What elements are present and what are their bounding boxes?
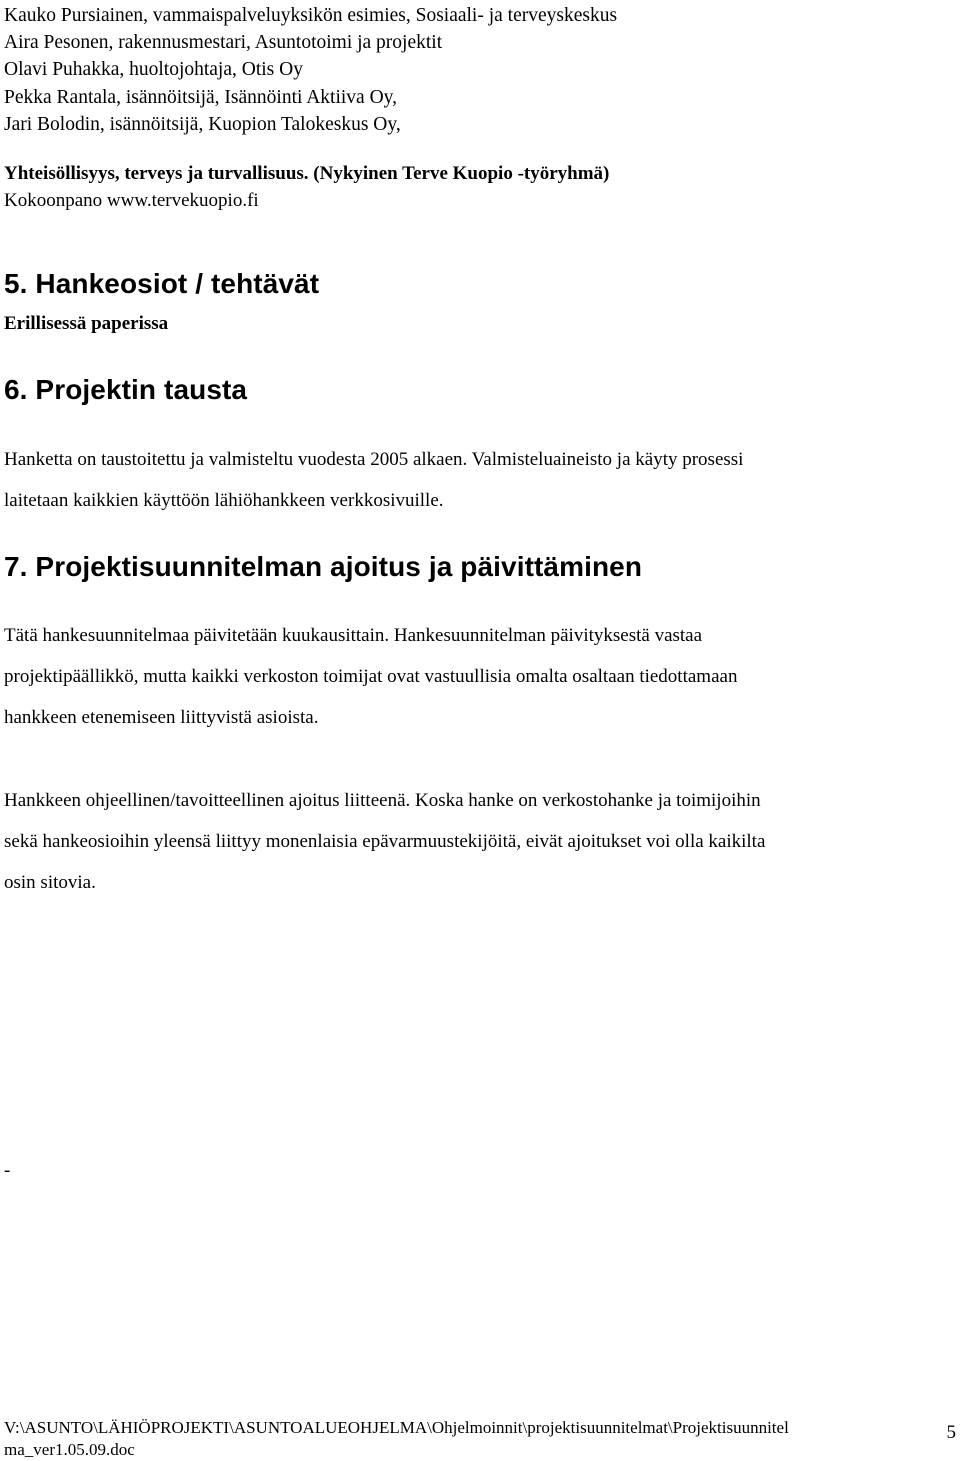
paragraph-line: projektipäällikkö, mutta kaikki verkoston toimijat ovat vastuullisia omalta osaltaan tiedottamaan (4, 666, 738, 687)
footer-file-path (4, 1417, 789, 1461)
group-title-bold: Yhteisöllisyys, terveys ja turvallisuus. (4, 163, 309, 184)
people-list-item: Kauko Pursiainen, vammaispalveluyksikön esimies, Sosiaali- ja terveyskeskus (4, 5, 618, 26)
section-7-paragraph-2 (4, 780, 765, 903)
section-7-heading: 7. Projektisuunnitelman ajoitus ja päivittäminen (4, 551, 643, 582)
group-title-rest: (Nykyinen Terve Kuopio -työryhmä) (308, 163, 610, 184)
paragraph-line: osin sitovia. (4, 872, 96, 893)
section-7-paragraph-1 (4, 615, 737, 738)
paragraph-line: Hankkeen ohjeellinen/tavoitteellinen ajoitus liitteenä. Koska hanke on verkostohanke ja toimijoihin (4, 790, 761, 811)
paragraph-line: Hanketta on taustoitettu ja valmisteltu vuodesta 2005 alkaen. Valmisteluaineisto ja käyty prosessi (4, 449, 744, 470)
group-title (4, 163, 609, 185)
people-list-item: Olavi Puhakka, huoltojohtaja, Otis Oy (4, 59, 303, 81)
people-list-item: Aira Pesonen, rakennusmestari, Asuntotoimi ja projektit (4, 32, 443, 54)
footer-path-line: ma_ver1.05.09.doc (4, 1440, 135, 1459)
group-composition: Kokoonpano www.tervekuopio.fi (4, 190, 259, 211)
people-list-item: Pekka Rantala, isännöitsijä, Isännöinti Aktiiva Oy, (4, 86, 398, 108)
page-number: 5 (946, 1422, 956, 1443)
section-6-paragraph (4, 439, 743, 521)
section-6-heading: 6. Projektin tausta (4, 374, 248, 405)
section-5-heading: 5. Hankeosiot / tehtävät (4, 268, 320, 299)
paragraph-line: Tätä hankesuunnitelmaa päivitetään kuukausittain. Hankesuunnitelman päivityksestä vastaa (4, 625, 703, 646)
footer-path-line: V:\ASUNTO\LÄHIÖPROJEKTI\ASUNTOALUEOHJELMA\Ohjelmoinnit\projektisuunnitelmat\Projektisuunnitel (4, 1418, 789, 1437)
people-list-item: Jari Bolodin, isännöitsijä, Kuopion Talokeskus Oy, (4, 113, 401, 135)
dash-marker: - (4, 1160, 11, 1181)
paragraph-line: sekä hankeosioihin yleensä liittyy monenlaisia epävarmuustekijöitä, eivät ajoitukset voi olla kaikilta (4, 831, 766, 852)
paragraph-line: hankkeen etenemiseen liittyvistä asioista. (4, 707, 319, 728)
section-5-subheading: Erillisessä paperissa (4, 313, 169, 334)
people-list (4, 2, 617, 138)
paragraph-line: laitetaan kaikkien käyttöön lähiöhankkeen verkkosivuille. (4, 490, 444, 511)
